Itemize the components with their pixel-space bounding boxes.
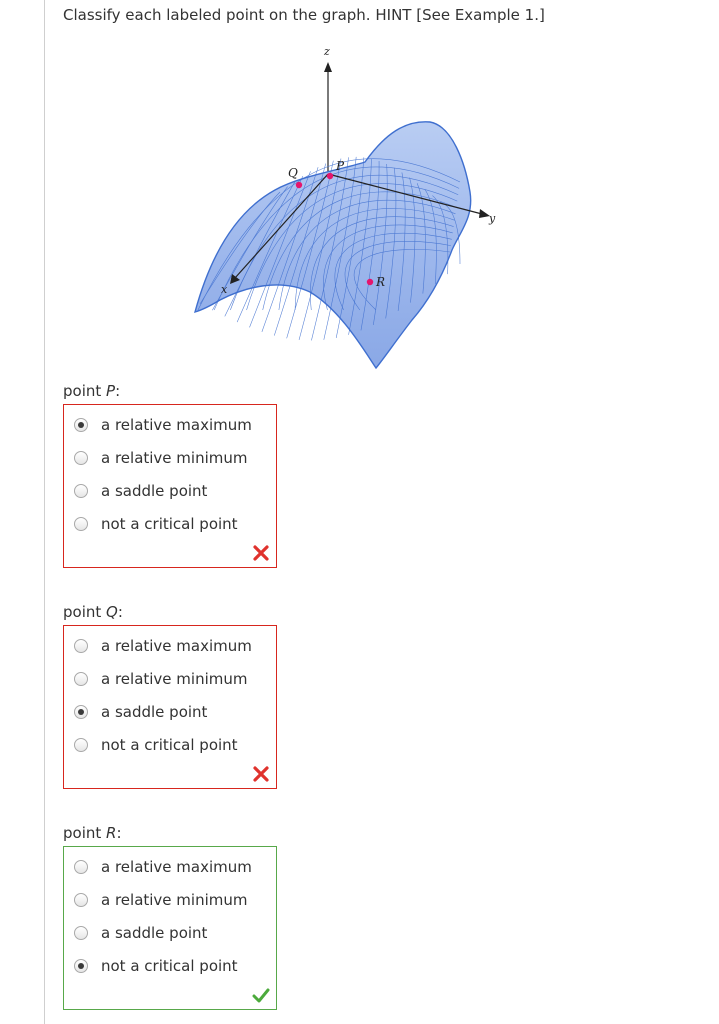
option-relative-minimum[interactable]	[74, 448, 248, 468]
option-label: a relative minimum	[101, 891, 248, 909]
option-label: a relative maximum	[101, 637, 252, 655]
radio-button[interactable]	[74, 893, 88, 907]
question-label	[63, 382, 279, 400]
incorrect-x-icon	[252, 765, 270, 783]
point-r-label: R	[376, 275, 386, 289]
radio-button[interactable]	[74, 484, 88, 498]
label-suffix: :	[116, 824, 122, 842]
answer-box	[63, 846, 277, 1010]
radio-button[interactable]	[74, 672, 88, 686]
point-q-label: Q	[288, 166, 298, 180]
left-rule	[44, 0, 45, 1024]
prompt-text: Classify each labeled point on the graph.	[63, 6, 371, 24]
radio-button[interactable]	[74, 517, 88, 531]
option-relative-maximum[interactable]	[74, 636, 252, 656]
option-label: not a critical point	[101, 736, 238, 754]
option-relative-maximum[interactable]	[74, 415, 252, 435]
radio-button[interactable]	[74, 639, 88, 653]
label-prefix: point	[63, 603, 107, 621]
option-label: a saddle point	[101, 924, 208, 942]
radio-button[interactable]	[74, 860, 88, 874]
option-relative-maximum[interactable]	[74, 857, 252, 877]
option-label: a saddle point	[101, 703, 208, 721]
option-label: a relative maximum	[101, 416, 252, 434]
surface-graph	[190, 42, 500, 372]
label-suffix: :	[115, 382, 121, 400]
radio-button[interactable]	[74, 959, 88, 973]
label-point: P	[106, 382, 116, 400]
label-point: R	[106, 824, 117, 842]
z-axis-arrow	[324, 62, 332, 72]
z-axis-label: z	[324, 45, 330, 58]
answer-box	[63, 404, 277, 568]
question-point-q	[63, 603, 279, 789]
y-axis-label: y	[489, 212, 496, 225]
question-prompt	[63, 6, 545, 24]
surface-body	[195, 122, 471, 368]
option-relative-minimum[interactable]	[74, 890, 248, 910]
radio-button[interactable]	[74, 705, 88, 719]
option-not-critical-point[interactable]	[74, 735, 238, 755]
radio-button[interactable]	[74, 418, 88, 432]
point-r-marker	[367, 279, 373, 285]
radio-button[interactable]	[74, 451, 88, 465]
option-label: a relative minimum	[101, 670, 248, 688]
option-not-critical-point[interactable]	[74, 956, 238, 976]
question-point-p	[63, 382, 279, 568]
question-label	[63, 824, 279, 842]
radio-button[interactable]	[74, 926, 88, 940]
label-point: Q	[106, 603, 118, 621]
option-label: not a critical point	[101, 515, 238, 533]
answer-box	[63, 625, 277, 789]
x-axis-label: x	[221, 283, 228, 296]
option-label: a saddle point	[101, 482, 208, 500]
surface-graph-svg	[190, 42, 500, 372]
point-q-marker	[296, 182, 302, 188]
incorrect-x-icon	[252, 544, 270, 562]
point-p-marker	[327, 173, 333, 179]
hint-link[interactable]: HINT [See Example 1.]	[375, 6, 545, 24]
question-point-r	[63, 824, 279, 1010]
point-p-label: P	[336, 159, 345, 173]
label-prefix: point	[63, 382, 107, 400]
option-not-critical-point[interactable]	[74, 514, 238, 534]
option-relative-minimum[interactable]	[74, 669, 248, 689]
option-saddle-point[interactable]	[74, 481, 207, 501]
option-saddle-point[interactable]	[74, 702, 207, 722]
label-suffix: :	[117, 603, 123, 621]
label-prefix: point	[63, 824, 107, 842]
option-label: not a critical point	[101, 957, 238, 975]
radio-button[interactable]	[74, 738, 88, 752]
option-label: a relative maximum	[101, 858, 252, 876]
question-label	[63, 603, 279, 621]
correct-check-icon	[252, 986, 270, 1004]
option-label: a relative minimum	[101, 449, 248, 467]
option-saddle-point[interactable]	[74, 923, 207, 943]
